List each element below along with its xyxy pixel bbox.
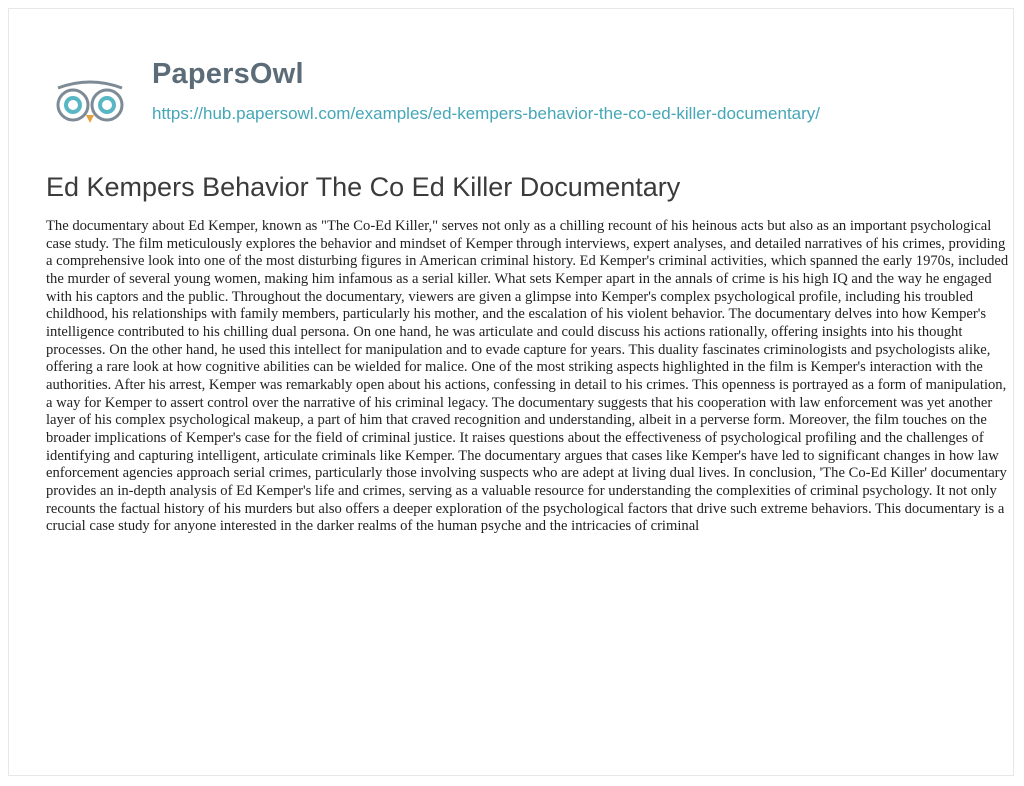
document-body: The documentary about Ed Kemper, known as "The Co-Ed Killer," serves not only as a chilling recount of his heinous acts but also as an important psychological case study. The film meticulously explores the behavior and mindset of Kemper through interviews, expert analyses, and detailed narratives of his crimes, providing a comprehensive look into one of the most disturbing figures in American criminal history. Ed Kemper's criminal activities, which spanned the early 1970s, included the murder of several young women, making him infamous as a serial killer. What sets Kemper apart in the annals of crime is his high IQ and the way he engaged with his captors and the public. Throughout the documentary, viewers are given a glimpse into Kemper's complex psychological profile, including his troubled childhood, his relationships with family members, particularly his mother, and the escalation of his violent behavior. The documentary delves into how Kemper's intelligence contributed to his chilling dual persona. On one hand, he was articulate and could discuss his actions rationally, offering insights into his thought processes. On the other hand, he used this intellect for manipulation and to evade capture for years. This duality fascinates criminologists and psychologists alike, offering a rare look at how cognitive abilities can be wielded for malice. One of the most striking aspects highlighted in the film is Kemper's interaction with the authorities. After his arrest, Kemper was remarkably open about his actions, confessing in detail to his crimes. This openness is portrayed as a form of manipulation, a way for Kemper to assert control over the narrative of his criminal legacy. The documentary suggests that his cooperation with law enforcement was yet another layer of his complex psychological makeup, a part of him that craved recognition and understanding, albeit in a perverse form. Moreover, the film touches on the broader implications of Kemper's case for the field of criminal justice. It raises questions about the effectiveness of psychological profiling and the challenges of identifying and capturing intelligent, articulate criminals like Kemper. The documentary argues that cases like Kemper's have led to significant changes in how law enforcement agencies approach serial crimes, particularly those involving suspects who are adept at living dual lives. In conclusion, 'The Co-Ed Killer' documentary provides an in-depth analysis of Ed Kemper's life and crimes, serving as a valuable resource for understanding the complexities of criminal psychology. It not only recounts the factual history of his murders but also offers a deeper exploration of the psychological factors that drive such extreme behaviors. This documentary is a crucial case study for anyone interested in the darker realms of the human psyche and the intricacies of criminal (46, 218, 1009, 535)
document-title: Ed Kempers Behavior The Co Ed Killer Documentary (46, 172, 681, 202)
brand-name: PapersOwl (152, 58, 304, 90)
owl-logo-icon (48, 78, 132, 126)
source-url-link[interactable]: https://hub.papersowl.com/examples/ed-kempers-behavior-the-co-ed-killer-documentary/ (152, 104, 821, 123)
